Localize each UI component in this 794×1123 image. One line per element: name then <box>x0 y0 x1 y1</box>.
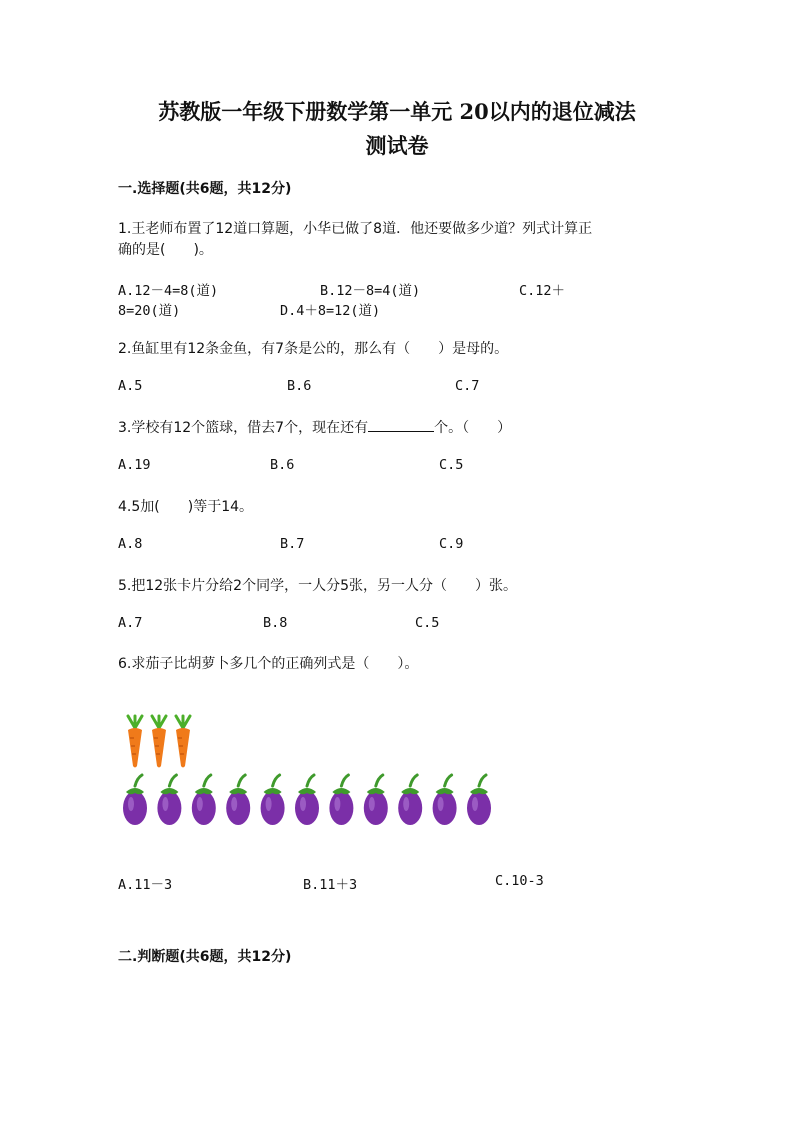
q1-option-a: A.12－4=8(道) <box>118 283 219 299</box>
eggplant-icon <box>226 775 250 825</box>
q4-option-b: B.7 <box>280 536 305 552</box>
carrot-picture <box>124 714 200 770</box>
q5-option-c: C.5 <box>415 615 440 631</box>
carrot-icon <box>128 716 142 768</box>
eggplant-icon <box>123 775 147 825</box>
q3-option-a: A.19 <box>118 457 151 473</box>
q3-option-b: B.6 <box>270 457 295 473</box>
eggplant-icon <box>295 775 319 825</box>
eggplant-icon <box>433 775 457 825</box>
page-title-line2: 测试卷 <box>365 133 429 158</box>
q5-option-b: B.8 <box>263 615 288 631</box>
question-1-text-cont: 确的是( )。 <box>118 242 213 258</box>
q1-option-d: D.4＋8=12(道) <box>280 303 381 319</box>
carrot-icon <box>152 716 166 768</box>
eggplant-icon <box>364 775 388 825</box>
section-heading-judgement: 二.判断题(共6题，共12分) <box>118 949 292 965</box>
q5-option-a: A.7 <box>118 615 143 631</box>
q4-option-c: C.9 <box>439 536 464 552</box>
carrot-icon <box>176 716 190 768</box>
eggplant-icon <box>261 775 285 825</box>
question-3-text-before: 3.学校有12个篮球，借去7个，现在还有 <box>118 420 369 436</box>
q6-option-b: B.11＋3 <box>303 877 358 893</box>
eggplant-row <box>120 772 498 828</box>
question-3-text <box>118 417 511 437</box>
question-3-text-after: 个。（ ） <box>434 420 512 436</box>
q3-option-c: C.5 <box>439 457 464 473</box>
q2-option-a: A.5 <box>118 378 143 394</box>
eggplant-icon <box>329 775 353 825</box>
q1-option-c: C.12＋ <box>519 283 566 299</box>
question-1-text: 1.王老师布置了12道口算题，小华已做了8道．他还要做多少道？列式计算正 <box>118 221 593 237</box>
answer-blank <box>368 419 434 432</box>
eggplant-icon <box>192 775 216 825</box>
carrot-row <box>124 714 200 770</box>
q1-option-b: B.12－8=4(道) <box>320 283 421 299</box>
q4-option-a: A.8 <box>118 536 143 552</box>
question-6-text: 6.求茄子比胡萝卜多几个的正确列式是（ ）。 <box>118 656 419 672</box>
question-4-text: 4.5加( )等于14。 <box>118 499 254 515</box>
eggplant-icon <box>467 775 491 825</box>
q1-option-c-cont: 8=20(道) <box>118 303 181 319</box>
question-2-text: 2.鱼缸里有12条金鱼，有7条是公的，那么有（ ）是母的。 <box>118 341 509 357</box>
q2-option-b: B.6 <box>287 378 312 394</box>
page-title: 苏教版一年级下册数学第一单元 20以内的退位减法 <box>158 99 636 124</box>
eggplant-icon <box>157 775 181 825</box>
question-5-text: 5.把12张卡片分给2个同学，一人分5张，另一人分（ ）张。 <box>118 578 517 594</box>
q6-option-c: C.10-3 <box>495 873 544 889</box>
eggplant-icon <box>398 775 422 825</box>
q2-option-c: C.7 <box>455 378 480 394</box>
section-heading-choice: 一.选择题(共6题，共12分) <box>118 181 292 197</box>
eggplant-picture <box>120 772 498 828</box>
q6-option-a: A.11－3 <box>118 877 173 893</box>
